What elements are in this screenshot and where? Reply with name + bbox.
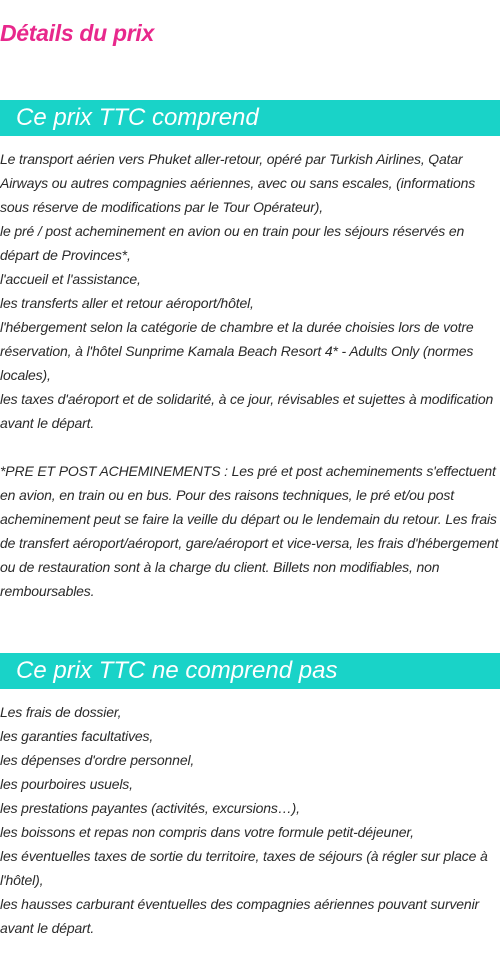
list-item: les taxes d'aéroport et de solidarité, à ce jour, révisables et sujettes à modification avant le départ.	[0, 391, 494, 431]
acheminement-note: *PRE ET POST ACHEMINEMENTS : Les pré et post acheminements s'effectuent en avion, en train ou en bus. Pour des raisons techniques, le pré et/ou post acheminement peut se faire la veille du départ ou le lendemain du retour. Les frais de transfert aéroport/aéroport, gare/aéroport et vice-versa, les frais d'hébergement ou de restauration sont à la charge du client. Billets non modifiables, non remboursables.	[0, 463, 499, 599]
list-item: les hausses carburant éventuelles des compagnies aériennes pouvant survenir avant le départ.	[0, 896, 480, 936]
page-title: Détails du prix	[0, 20, 154, 46]
included-heading: Ce prix TTC comprend	[16, 104, 259, 131]
list-item: les boissons et repas non compris dans votre formule petit-déjeuner,	[0, 824, 414, 840]
list-item: Les frais de dossier,	[0, 704, 122, 720]
list-item: Le transport aérien vers Phuket aller-retour, opéré par Turkish Airlines, Qatar Airways ou autres compagnies aériennes, avec ou sans escales, (informations sous réserve de modifications par le Tour Opérateur),	[0, 151, 476, 215]
list-item: les dépenses d'ordre personnel,	[0, 752, 195, 768]
excluded-list	[0, 700, 500, 940]
list-item: les éventuelles taxes de sortie du territoire, taxes de séjours (à régler sur place à l'hôtel),	[0, 848, 488, 888]
list-item: les transferts aller et retour aéroport/hôtel,	[0, 295, 254, 311]
list-item: l'accueil et l'assistance,	[0, 271, 141, 287]
included-section-header	[0, 100, 500, 136]
list-item: les pourboires usuels,	[0, 776, 133, 792]
list-item: les prestations payantes (activités, excursions…),	[0, 800, 300, 816]
list-item: l'hébergement selon la catégorie de chambre et la durée choisies lors de votre réservation, à l'hôtel Sunprime Kamala Beach Resort 4* - Adults Only (normes locales),	[0, 319, 474, 383]
excluded-section-header	[0, 653, 500, 689]
list-item: le pré / post acheminement en avion ou en train pour les séjours réservés en départ de Provinces*,	[0, 223, 465, 263]
excluded-heading: Ce prix TTC ne comprend pas	[16, 657, 338, 684]
included-list	[0, 147, 500, 603]
list-item: les garanties facultatives,	[0, 728, 154, 744]
